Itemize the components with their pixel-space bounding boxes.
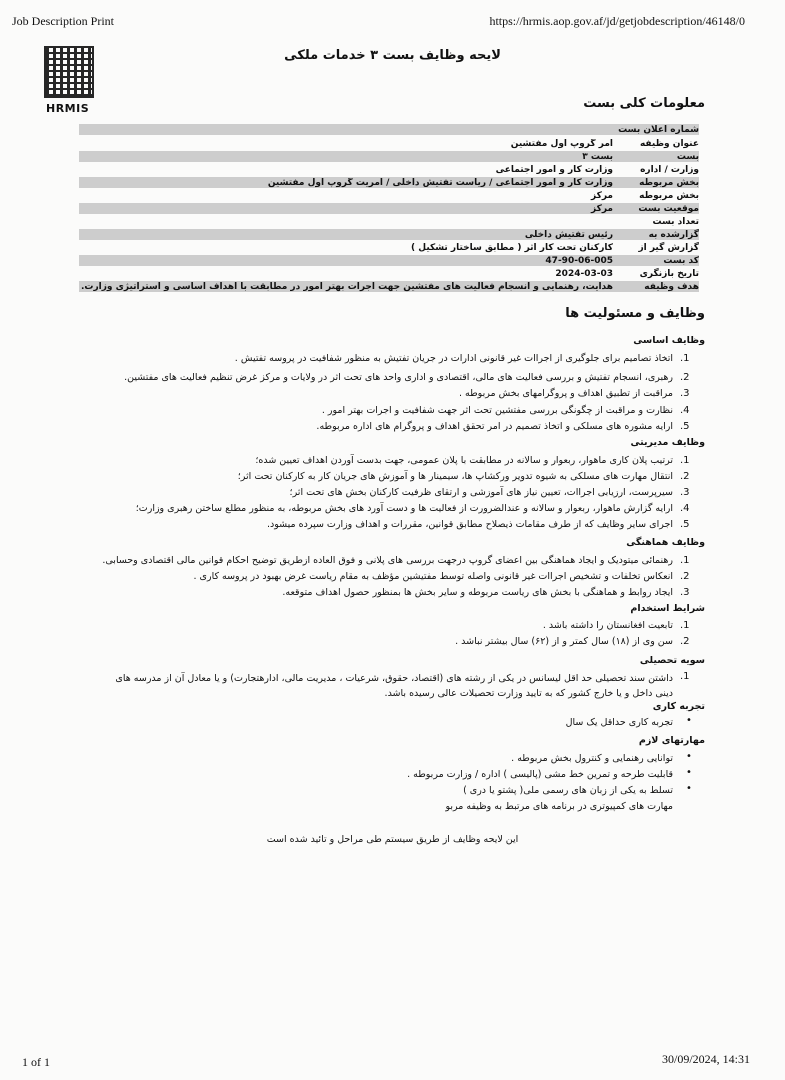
info-row: [79, 229, 699, 240]
info-value: هدایت، رهنمایی و انسجام فعالیت های مفتشین جهت اجرات بهتر امور در مطابقت با اهداف اساسی و استراتیژی وزارت.: [81, 281, 613, 292]
list-item: تسلط به یکی از زبان های رسمی ملی( پشتو یا دری ): [463, 785, 673, 796]
duties-heading: وظایف و مسئولیت ها: [565, 306, 705, 321]
document-title: لایحه وظایف بست ۳ خدمات ملکی: [284, 48, 501, 63]
section-title: وظایف اساسی: [633, 335, 705, 346]
list-item: داشتن سند تحصیلی حد اقل لیسانس در یکی از رشته های (اقتصاد، حقوق، شرعیات ، مدیریت مالی، ادارهتجارت) و یا معادل آن از مدرسه های دینی داخل و یا خارج کشور که به تایید وزارت تحصیلات عالی رسیده باشد.: [115, 673, 673, 699]
info-value: مرکز: [590, 190, 613, 201]
section-title: تجربه کاری: [652, 701, 705, 712]
info-row: [79, 177, 699, 188]
info-label: عنوان وظیفه: [639, 138, 699, 149]
info-label: بخش مربوطه: [639, 177, 699, 188]
list-item: انعکاس تخلفات و تشخیص اجراات غیر قانونی واصله توسط مفتیشین مؤظف به مقام ریاست غرض بهبود در پروسه کاری .: [193, 571, 673, 582]
print-header-title: Job Description Print: [12, 14, 114, 28]
info-label: گزارش گیر از: [638, 242, 699, 253]
info-label: تاریخ بازنگری: [639, 268, 699, 279]
print-header-url[interactable]: https://hrmis.aop.gov.af/jd/getjobdescription/46148/0: [489, 14, 745, 28]
info-value: بست ۳: [582, 151, 613, 162]
general-info-heading: معلومات کلی بست: [583, 96, 705, 111]
info-row: [79, 268, 699, 279]
page-count: 1 of 1: [22, 1055, 50, 1069]
bullet-icon: •: [686, 767, 692, 778]
list-item: انتقال مهارت های مسلکی به شیوه تدویر ورکشاپ ها، سیمینار ها و آموزش های جریان کار به کارکنان تحت اثر؛: [237, 471, 673, 482]
list-item: قابلیت طرحه و تمرین خط مشی (پالیسی ) اداره / وزارت مربوطه .: [407, 769, 673, 780]
info-row: [79, 124, 699, 135]
info-label: گزارشده به: [648, 229, 699, 240]
info-value: 47-90-06-005: [545, 255, 613, 266]
list-item: مهارت های کمپیوتری در برنامه های مرتبط به وظیفه مربو: [445, 801, 673, 812]
info-row: [79, 281, 699, 292]
info-label: هدف وظیفه: [644, 281, 699, 292]
info-label: وزارت / اداره: [640, 164, 699, 175]
list-item: ارایه گزارش ماهوار، ربعوار و سالانه و عندالضرورت از فعالیت ها و دست آورد های بخش مربوطه، به منظور مطلع ساختن رهبری وزارت؛: [135, 503, 673, 514]
info-label: تعداد بست: [652, 216, 699, 227]
list-item: توانایی رهنمایی و کنترول بخش مربوطه .: [511, 753, 673, 764]
info-label: بست: [676, 151, 699, 162]
list-item: سیرپرست، ارزیابی اجراات، تعیین نیاز های آموزشی و ارتقای ظرفیت کارکنان بخش های تحت اثر؛: [289, 487, 673, 498]
info-label: موقعیت بست: [638, 203, 699, 214]
info-value: کارکنان تحت کار اثر ( مطابق ساختار تشکیل ): [411, 242, 613, 253]
list-item: تجربه کاری حداقل یک سال: [565, 717, 673, 728]
bullet-icon: •: [686, 751, 692, 762]
info-row: [79, 203, 699, 214]
list-item: اتخاذ تصامیم برای جلوگیری از اجراات غیر قانونی ادارات در جریان تفتیش به منظور شفافیت در پروسه تفتیش .: [234, 353, 673, 364]
section-title: وظایف هماهنگی: [626, 537, 705, 548]
list-item: تابعیت افغانستان را داشته باشد .: [542, 620, 673, 631]
info-label: کد بست: [663, 255, 699, 266]
info-value: 2024-03-03: [555, 268, 613, 279]
info-value: وزارت کار و امور اجتماعی: [495, 164, 613, 175]
list-item: نظارت و مراقبت از چگونگی بررسی مفتشین تحت اثر جهت شفافیت و اجرات بهتر امور .: [321, 405, 673, 416]
list-item: مراقبت از تطبیق اهداف و پروگرامهای بخش مربوطه .: [458, 388, 673, 399]
list-item: سن وی از (۱۸) سال کمتر و از (۶۲) سال بیشتر نباشد .: [455, 636, 673, 647]
section-title: مهارتهای لازم: [638, 735, 705, 746]
info-value: آمر گروپ اول مفتشین: [510, 138, 613, 149]
section-title: وظایف مدیریتی: [630, 437, 705, 448]
info-value: مرکز: [590, 203, 613, 214]
info-row: [79, 216, 699, 227]
info-row: [79, 242, 699, 253]
hrmis-logo-text: HRMIS: [46, 102, 90, 115]
info-label: بخش مربوطه: [639, 190, 699, 201]
approval-note: این لایحه وظایف از طریق سیستم طی مراحل و تائید شده است: [266, 834, 519, 845]
bullet-icon: •: [686, 715, 692, 726]
print-datetime: 30/09/2024, 14:31: [661, 1052, 750, 1066]
section-title: شرایط استخدام: [630, 603, 705, 614]
list-item: رهبری، انسجام تفتیش و بررسی فعالیت های مالی، اقتصادی و اداری واحد های تحت اثر در ولایات و مرکز غرض تنظیم فعالیت های مفتشین.: [124, 372, 673, 383]
info-row: [79, 190, 699, 201]
info-label: شماره اعلان بست: [618, 124, 699, 135]
list-item: ترتیب پلان کاری ماهوار، ربعوار و سالانه در مطابقت با پلان عمومی، جهت بدست آوردن اهداف تعیین شده؛: [255, 455, 673, 466]
info-row: [79, 164, 699, 175]
bullet-icon: •: [686, 783, 692, 794]
info-value: رئیس تفتیش داخلی: [524, 229, 613, 240]
list-item: اجرای سایر وظایف که از طرف مقامات ذیصلاح مطابق قوانین، مقررات و اهداف وزارت سپرده میشود.: [267, 519, 673, 530]
list-item: ارایه مشوره های مسلکی و اتخاذ تصمیم در امر تحقق اهداف و پروگرام های اداره مربوطه.: [316, 421, 673, 432]
list-item: رهنمائی میتودیک و ایجاد هماهنگی بین اعضای گروپ درجهت بررسی های پلانی و فوق العاده ازطریق توضیح احکام قوانین مالی اقتصادی وحسابی.: [102, 555, 673, 566]
info-value: وزارت کار و امور اجتماعی / ریاست تفتیش داخلی / آمریت گروپ اول مفتشین: [267, 177, 613, 188]
section-title: سویه تحصیلی: [639, 655, 705, 666]
info-row: [79, 151, 699, 162]
list-item: ایجاد روابط و هماهنگی با بخش های ریاست مربوطه و سایر بخش ها بمنظور حصول اهداف متوقعه.: [282, 587, 673, 598]
info-row: [79, 138, 699, 149]
info-row: [79, 255, 699, 266]
